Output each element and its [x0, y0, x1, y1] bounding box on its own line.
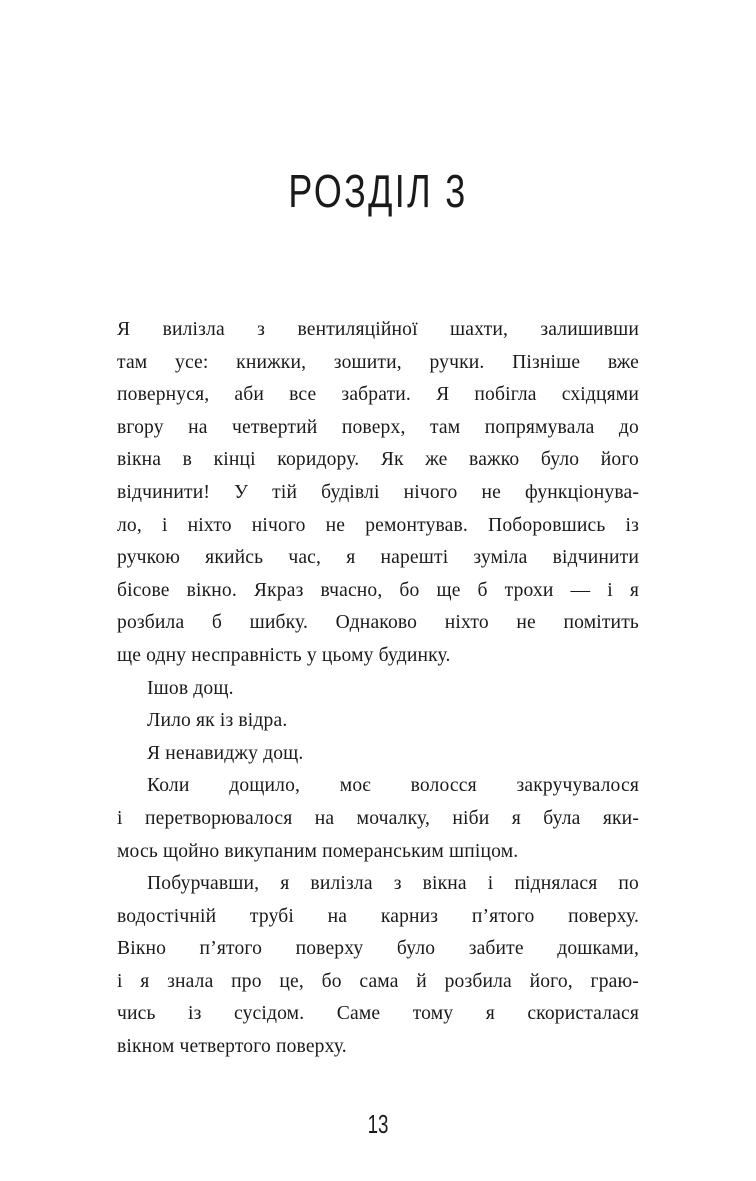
text-line: ручкою якийсь час, я нарешті зуміла відчинити: [117, 547, 639, 569]
text-line: Я ненавиджу дощ.: [147, 742, 304, 764]
chapter-body: [117, 314, 639, 1064]
page-number: 13: [367, 1109, 389, 1139]
text-line: Ішов дощ.: [147, 677, 234, 699]
text-line: ще одну несправність у цьому будинку.: [117, 644, 451, 666]
text-line: і я знала про це, бо сама й розбила його, граю-: [117, 970, 639, 992]
text-line: Коли дощило, моє волосся закручувалося: [147, 775, 639, 797]
text-line: вгору на четвертий поверх, там попрямувала до: [117, 416, 639, 438]
text-line: чись із сусідом. Саме тому я скористалася: [117, 1003, 639, 1025]
text-line: Я вилізла з вентиляційної шахти, залишивши: [117, 319, 639, 340]
text-line: вікном четвертого поверху.: [117, 1036, 347, 1058]
text-line: водостічній трубі на карниз п’ятого поверху.: [117, 905, 639, 927]
text-line: там усе: книжки, зошити, ручки. Пізніше вже: [117, 351, 639, 373]
text-line: і перетворювалося на мочалку, ніби я була яки-: [117, 807, 639, 829]
text-line: Вікно п’ятого поверху було забите дошками,: [117, 938, 639, 960]
text-line: розбила б шибку. Однаково ніхто не помітить: [117, 612, 639, 634]
chapter-title: РОЗДІЛ 3: [288, 165, 468, 217]
text-line: ло, і ніхто нічого не ремонтував. Поборовшись із: [117, 514, 639, 536]
text-line: мось щойно викупаним померанським шпіцом.: [117, 840, 519, 862]
text-line: Лило як із відра.: [147, 710, 288, 732]
text-line: відчинити! У тій будівлі нічого не функціонува-: [117, 481, 639, 503]
text-line: повернуся, аби все забрати. Я побігла східцями: [117, 384, 639, 406]
text-line: бісове вікно. Якраз вчасно, бо ще б трохи — і я: [117, 579, 639, 601]
text-line: вікна в кінці коридору. Як же важко було його: [117, 449, 639, 471]
text-line: Побурчавши, я вилізла з вікна і піднялася по: [147, 873, 639, 895]
